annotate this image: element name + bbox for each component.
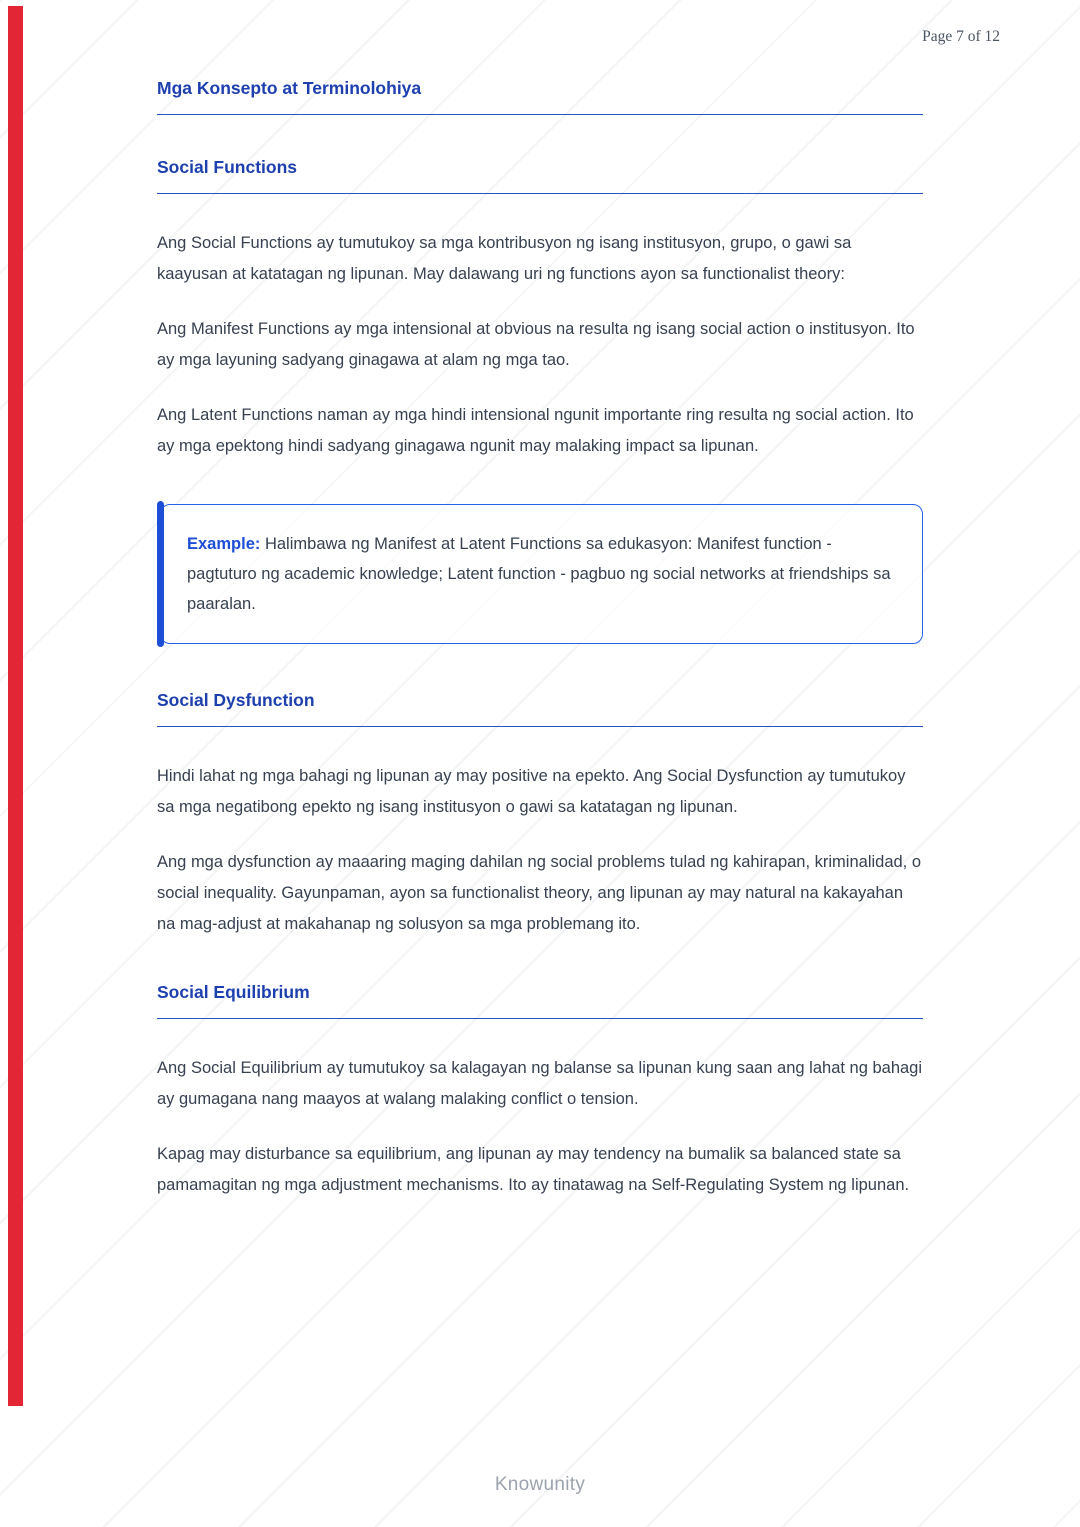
document-title: Mga Konsepto at Terminolohiya — [157, 78, 923, 115]
page-indicator: Page 7 of 12 — [922, 28, 1000, 45]
example-box — [160, 504, 923, 644]
paragraph: Hindi lahat ng mga bahagi ng lipunan ay may positive na epekto. Ang Social Dysfunction ay tumutukoy sa mga negatibong epekto ng isang institusyon o gawi sa katatagan ng lipunan. — [157, 767, 906, 816]
left-accent-bar — [8, 6, 23, 1406]
paragraph: Ang Social Functions ay tumutukoy sa mga kontribusyon ng isang institusyon, grupo, o gawi sa kaayusan at katatagan ng lipunan. May dalawang uri ng functions ayon sa functionalist theory: — [157, 234, 852, 283]
paragraph: Ang Manifest Functions ay mga intensional at obvious na resulta ng isang social action o institusyon. Ito ay mga layuning sadyang ginagawa at alam ng mga tao. — [157, 320, 915, 369]
section-heading-social-functions: Social Functions — [157, 157, 923, 194]
paragraph: Ang mga dysfunction ay maaaring maging dahilan ng social problems tulad ng kahirapan, kriminalidad, o social inequality. Gayunpaman, ayon sa functionalist theory, ang lipunan ay may natural na kakayahan na mag-adjust at makahanap ng solusyon sa mga problemang ito. — [157, 853, 922, 933]
example-accent-bar — [157, 501, 164, 647]
paragraph: Kapag may disturbance sa equilibrium, ang lipunan ay may tendency na bumalik sa balanced state sa pamamagitan ng mga adjustment mechanisms. Ito ay tinatawag na Self-Regulating System ng lipunan. — [157, 1145, 910, 1194]
section-heading-social-dysfunction: Social Dysfunction — [157, 690, 923, 727]
section-heading-social-equilibrium: Social Equilibrium — [157, 982, 923, 1019]
section-social-dysfunction — [157, 690, 923, 940]
section-social-equilibrium — [157, 982, 923, 1201]
footer-brand: Knowunity — [494, 1474, 586, 1495]
example-body: Halimbawa ng Manifest at Latent Functions sa edukasyon: Manifest function - pagtuturo ng academic knowledge; Latent function - pagbuo ng social networks at friendships sa paaralan. — [187, 535, 891, 613]
example-label: Example: — [187, 535, 261, 553]
paragraph: Ang Social Equilibrium ay tumutukoy sa kalagayan ng balanse sa lipunan kung saan ang lahat ng bahagi ay gumagana nang maayos at walang malaking conflict o tension. — [157, 1059, 923, 1108]
document-content — [157, 0, 923, 1201]
section-social-functions — [157, 157, 923, 644]
paragraph: Ang Latent Functions naman ay mga hindi intensional ngunit importante ring resulta ng social action. Ito ay mga epektong hindi sadyang ginagawa ngunit may malaking impact sa lipunan. — [157, 406, 914, 455]
example-text — [187, 529, 894, 619]
